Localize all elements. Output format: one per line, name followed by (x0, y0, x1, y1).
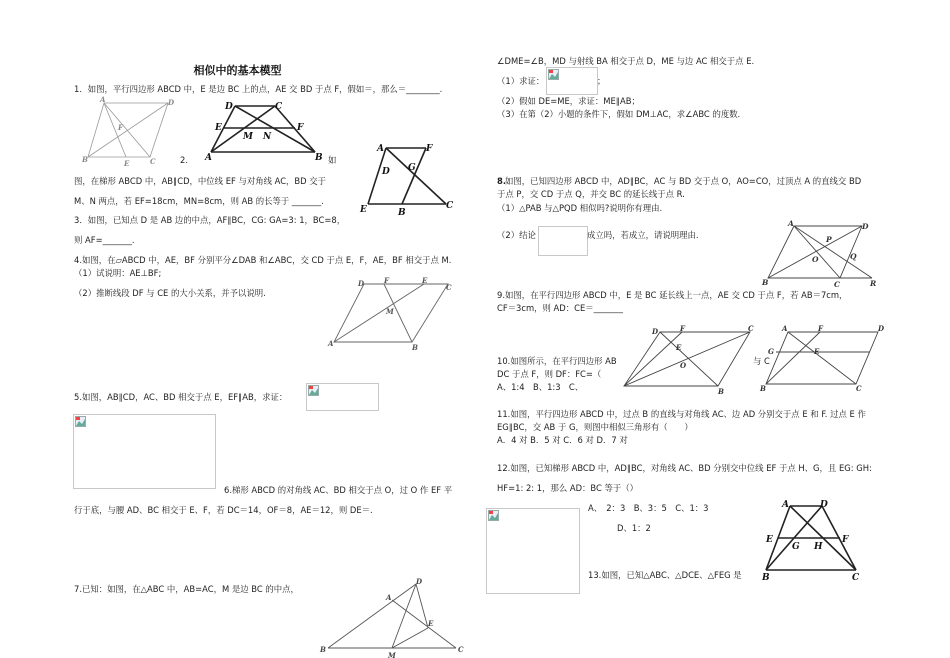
svg-text:A: A (377, 144, 384, 154)
question-12-options-1: A、 2：3 B、3：5 C、1：3 (588, 503, 709, 513)
svg-text:F: F (818, 324, 823, 333)
question-13-text: 13.如图，已知△ABC、△DCE、△FEG 是 (588, 570, 742, 580)
svg-text:E: E (124, 159, 130, 168)
svg-text:A: A (782, 324, 788, 333)
question-5-text: 5.如图，AB∥CD，AC、BD 相交于点 E，EF∥AB，求证： (74, 392, 288, 402)
svg-text:D: D (358, 279, 365, 288)
question-7-text: 7.已知：如图，在△ABC 中，AB=AC，M 是边 BC 的中点， (74, 584, 299, 594)
question-7-part-3: （3）在第（2）小题的条件下，假如 DM⊥AC，求∠ABC 的度数. (497, 109, 741, 119)
question-8-line-4b: 成立吗，若成立，请说明理由. (587, 230, 699, 240)
figure-q10-parallelogram (618, 322, 758, 394)
svg-text:C: C (446, 283, 452, 292)
figure-q11-parallelogram (760, 322, 890, 394)
svg-text:E: E (766, 535, 773, 545)
svg-text:A: A (788, 219, 794, 228)
svg-text:R: R (870, 279, 877, 288)
svg-text:A: A (782, 500, 789, 510)
svg-text:A: A (100, 95, 106, 104)
question-7-part-1-end: ； (597, 76, 606, 86)
question-7-continued: ∠DME=∠B，MD 与射线 BA 相交于点 D，ME 与边 AC 相交于点 E. (497, 56, 755, 66)
svg-text:G: G (408, 163, 416, 173)
question-8-line-4a: （2）结论 (497, 230, 536, 240)
question-12-line-1: 12.如图，已知梯形 ABCD 中，AD∥BC，对角线 AC、BD 分别交中位线 EF 于点 H、G，且 EG: GH: (497, 463, 872, 473)
image-placeholder-q5-figure (73, 414, 216, 489)
question-3-line-1: 3．如图，已知点 D 是 AB 边的中点，AF∥BC，CG: GA=3: 1，BC=8， (74, 215, 346, 225)
question-12-options-2: D、1：2 (617, 523, 651, 533)
svg-text:C: C (275, 102, 283, 112)
svg-text:E: E (428, 619, 434, 628)
svg-text:F: F (384, 276, 389, 285)
question-11-line-1: 11.如图，平行四边形 ABCD 中，过点 B 的直线与对角线 AC、边 AD 分别交于点 E 和 F. 过点 E 作 (497, 409, 866, 419)
svg-text:C: C (856, 384, 862, 393)
svg-text:C: C (150, 157, 156, 166)
figure-q3-triangles (360, 142, 460, 218)
question-6-line-2: 行于底，与腰 AD、BC 相交于 E、F，若 DC＝14，OF＝8，AE＝12，则 DE＝. (74, 505, 373, 515)
svg-text:H: H (814, 542, 823, 552)
question-12-line-2: HF=1: 2: 1，那么 AD：BC 等于（） (497, 483, 639, 493)
question-7-part-1: （1）求证： (497, 76, 545, 86)
svg-text:F: F (680, 324, 685, 333)
question-2-suffix: 如 (328, 155, 337, 165)
question-4-line-3: （2）推断线段 DF 与 CE 的大小关系，并予以说明. (74, 288, 266, 298)
svg-text:G: G (768, 347, 774, 356)
svg-text:B: B (718, 387, 724, 396)
svg-text:C: C (852, 573, 860, 583)
svg-text:C: C (458, 645, 464, 654)
question-8-number: 8. (497, 176, 507, 186)
svg-text:D: D (878, 324, 885, 333)
svg-text:D: D (652, 327, 659, 336)
broken-image-icon (488, 510, 499, 521)
svg-text:A: A (386, 593, 392, 602)
image-placeholder-q5-formula (306, 383, 379, 411)
svg-text:B: B (412, 343, 418, 352)
svg-text:E: E (360, 205, 367, 215)
svg-text:E: E (215, 123, 222, 133)
question-11-line-2: EG∥BC，交 AB 于 G，则图中相似三角形有（ ） (497, 422, 693, 432)
question-2-number: 2. (180, 155, 188, 165)
svg-text:B: B (315, 153, 323, 163)
question-10-line-3: A、1:4 B、1:3 C、 (497, 382, 584, 392)
svg-text:M: M (388, 651, 396, 658)
svg-text:B: B (320, 645, 326, 654)
question-1-text: 1．如图，平行四边形 ABCD 中，E 是边 BC 上的点，AE 交 BD 于点 F，假如＝，那么＝________. (74, 84, 443, 94)
question-8-line-3: （1）△PAB 与△PQD 相似吗?说明你有理由. (497, 203, 663, 213)
question-4-line-1: 4.如图，在▱ABCD 中，AE，BF 分别平分∠DAB 和∠ABC，交 CD 于点 E，F，AE，BF 相交于点 M. (74, 255, 452, 265)
svg-text:A: A (328, 339, 334, 348)
svg-text:D: D (168, 98, 175, 107)
svg-text:O: O (680, 361, 687, 370)
question-4-line-2: （1）试说明：AE⊥BF; (74, 268, 162, 278)
svg-text:D: D (416, 577, 423, 586)
question-11-line-3: A．4 对 B．5 对 C．6 对 D．7 对 (497, 435, 628, 445)
svg-text:M: M (243, 132, 253, 142)
question-9-line-1: 9.如图，在平行四边形 ABCD 中，E 是 BC 延长线上一点，AE 交 CD 于点 F，若 AB＝7cm， (497, 290, 848, 300)
question-8-line-2: 于点 P，交 CD 于点 Q，并交 BC 的延长线于点 R. (497, 189, 685, 199)
figure-q1-parallelogram (80, 97, 180, 169)
svg-text:D: D (862, 222, 869, 231)
svg-text:E: E (676, 343, 682, 352)
svg-text:B: B (760, 384, 766, 393)
question-6-line-1: 6.梯形 ABCD 的对角线 AC、BD 相交于点 O，过 O 作 EF 平 (224, 485, 453, 495)
image-placeholder-q8-formula (538, 226, 588, 256)
svg-text:Q: Q (850, 252, 857, 261)
image-placeholder-q12 (486, 508, 580, 594)
question-2-line-2: M、N 两点，若 EF=18cm，MN=8cm，则 AB 的长等于 _______. (74, 196, 324, 206)
svg-text:G: G (792, 542, 800, 552)
question-10-line-1b: 与 C (753, 356, 770, 366)
svg-text:D: D (225, 102, 233, 112)
question-10-line-2: DC 于点 F，则 DF：FC=（ (497, 369, 602, 379)
svg-text:C: C (834, 280, 840, 289)
svg-text:B: B (82, 155, 88, 164)
svg-text:M: M (386, 307, 394, 316)
svg-text:A: A (205, 153, 212, 163)
image-placeholder-q7-formula (546, 67, 598, 95)
page-title: 相似中的基本模型 (193, 64, 282, 77)
svg-text:B: B (762, 573, 770, 583)
svg-text:N: N (263, 132, 272, 142)
figure-q2-trapezoid (205, 100, 325, 162)
broken-image-icon (548, 69, 559, 80)
question-9-line-2: CF＝3cm，则 AD：CE＝_______ (497, 303, 623, 313)
svg-text:F: F (426, 144, 433, 154)
question-8-line-1: 如图，已知四边形 ABCD 中，AD∥BC，AC 与 BD 交于点 O，AO=CO，过顶点 A 的直线交 BD (505, 176, 862, 186)
svg-text:P: P (826, 235, 832, 244)
svg-text:B: B (762, 278, 769, 287)
question-3-line-2: 则 AF=_______. (74, 235, 135, 245)
figure-q7-triangle (316, 578, 466, 658)
svg-text:E: E (422, 276, 428, 285)
broken-image-icon (75, 416, 86, 427)
svg-text:C: C (748, 324, 754, 333)
figure-q4-parallelogram (328, 276, 458, 351)
svg-text:B: B (398, 208, 406, 218)
svg-text:D: D (382, 167, 390, 177)
svg-text:E: E (814, 347, 820, 356)
question-2-line-1: 图，在梯形 ABCD 中，AB∥CD，中位线 EF 与对角线 AC，BD 交于 (74, 176, 327, 186)
figure-q8-quadrilateral (760, 218, 890, 290)
svg-text:F: F (842, 535, 849, 545)
broken-image-icon (308, 385, 319, 396)
svg-text:F: F (297, 123, 304, 133)
svg-text:O: O (812, 255, 819, 264)
svg-text:C: C (446, 201, 454, 211)
svg-text:D: D (820, 500, 828, 510)
question-10-line-1: 10.如图所示，在平行四边形 AB (497, 356, 617, 366)
question-7-part-2: （2）假如 DE=ME，求证：ME∥AB； (497, 96, 640, 106)
figure-q12-trapezoid (760, 498, 875, 583)
svg-text:F: F (118, 123, 123, 132)
